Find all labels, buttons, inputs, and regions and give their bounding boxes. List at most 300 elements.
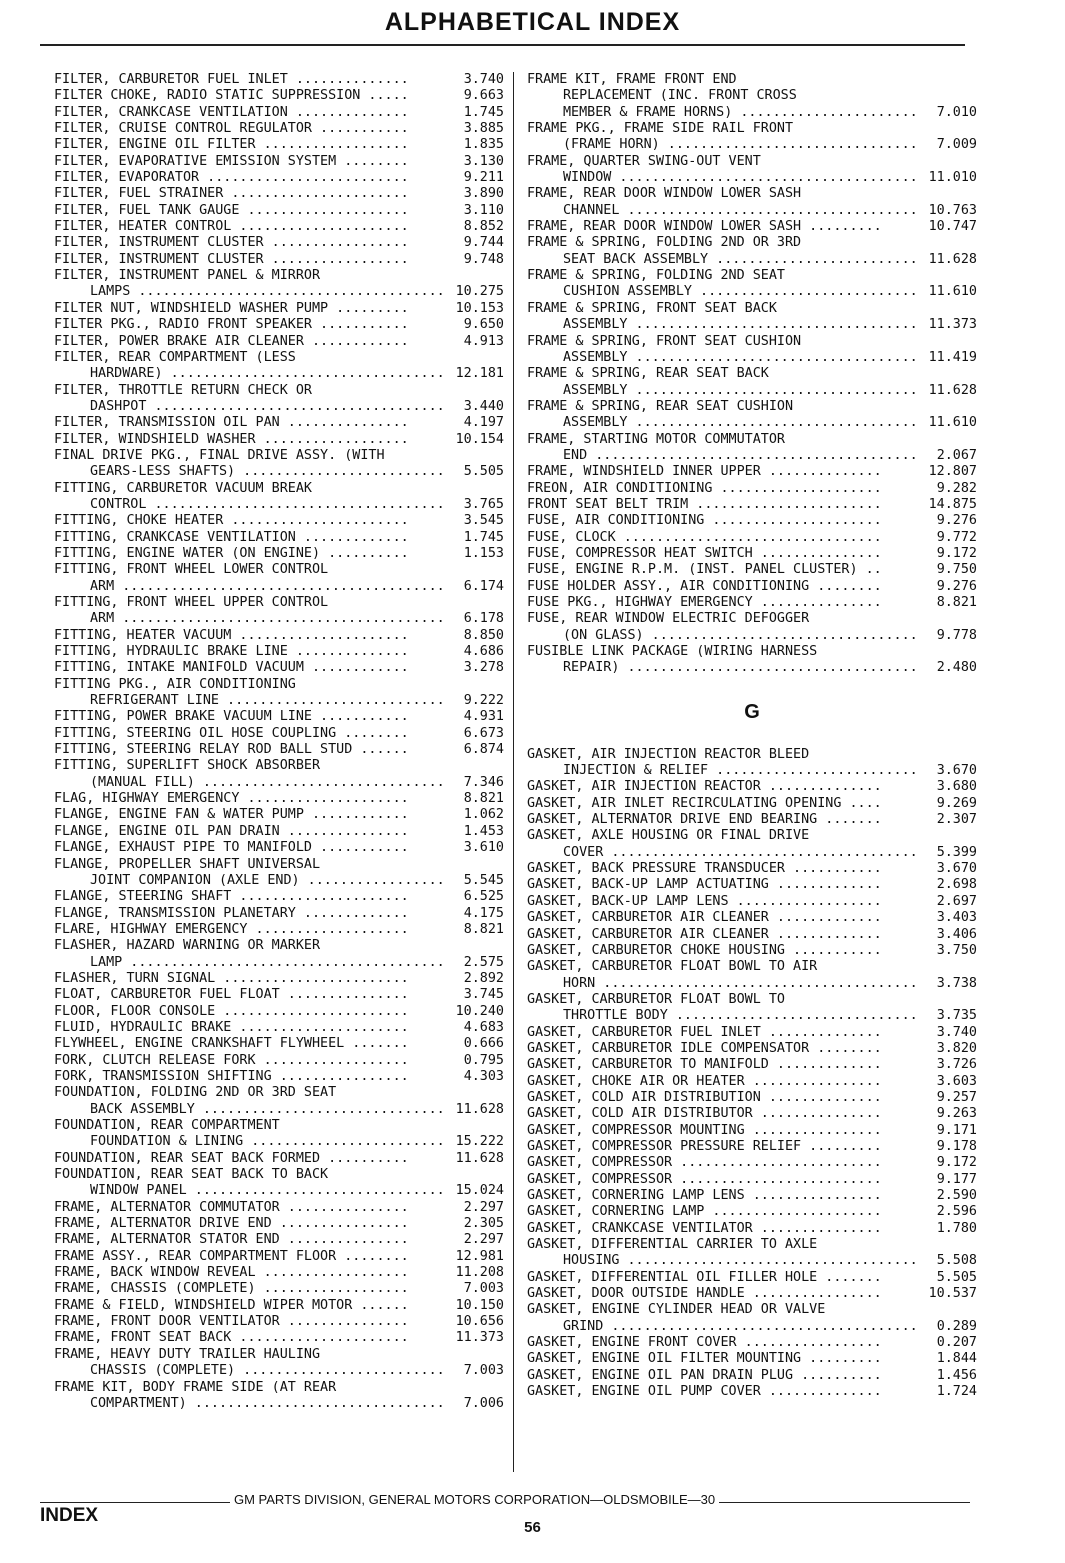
entry-group-number: 9.663 xyxy=(463,88,504,104)
entry-group-number: 9.269 xyxy=(936,795,977,811)
entry-group-number: 1.724 xyxy=(936,1384,977,1400)
entry-group-number: 14.875 xyxy=(928,496,977,512)
entry-title-continued: WINDOW ..... xyxy=(527,170,918,186)
index-entry xyxy=(527,1270,977,1286)
entry-group-number: 1.745 xyxy=(463,529,504,545)
entry-group-number: 8.821 xyxy=(936,595,977,610)
entry-group-number: 9.748 xyxy=(463,251,504,267)
entry-group-number: 3.740 xyxy=(463,72,504,87)
entry-title: FUSE, REAR WINDOW ELECTRIC DEFOGGER xyxy=(527,611,810,627)
entry-title-continued: LAMP ..... xyxy=(54,955,445,971)
entry-title: FRAME & SPRING, FOLDING 2ND SEAT xyxy=(527,268,785,284)
index-entry xyxy=(527,611,977,644)
index-entry xyxy=(54,105,504,121)
entry-title: GASKET, CARBURETOR FUEL INLET ..... xyxy=(527,1025,882,1041)
entry-title: FRAME & SPRING, FOLDING 2ND OR 3RD xyxy=(527,235,802,251)
entry-title: FRAME PKG., FRAME SIDE RAIL FRONT xyxy=(527,121,794,137)
entry-title-continued: JOINT COMPANION (AXLE END) ..... xyxy=(54,873,445,889)
index-entry xyxy=(527,1123,977,1139)
entry-title: FILTER, INSTRUMENT CLUSTER ..... xyxy=(54,235,409,251)
index-entry xyxy=(527,1302,977,1335)
index-entry xyxy=(54,268,504,301)
index-entry xyxy=(54,1085,504,1118)
entry-group-number: 10.763 xyxy=(928,202,977,218)
entry-group-number: 12.807 xyxy=(928,464,977,480)
entry-title: FUSE, COMPRESSOR HEAT SWITCH ..... xyxy=(527,546,882,562)
index-entry xyxy=(527,1351,977,1367)
entry-group-number: 5.505 xyxy=(936,1269,977,1285)
entry-title: FILTER, INSTRUMENT PANEL & MIRROR xyxy=(54,268,321,284)
entry-group-number: 3.130 xyxy=(463,153,504,169)
entry-title: FRAME, HEAVY DUTY TRAILER HAULING xyxy=(54,1346,321,1362)
entry-group-number: 0.795 xyxy=(463,1052,504,1068)
header-rule xyxy=(40,44,965,46)
entry-title: GASKET, CARBURETOR AIR CLEANER ..... xyxy=(527,927,882,943)
index-entry xyxy=(527,186,977,219)
entry-title-continued: COMPARTMENT) ..... xyxy=(54,1396,445,1412)
index-entry xyxy=(527,464,977,480)
entry-title: FITTING, FRONT WHEEL UPPER CONTROL xyxy=(54,595,329,610)
entry-group-number: 6.174 xyxy=(463,578,504,594)
entry-group-number: 10.153 xyxy=(455,300,504,316)
index-entry xyxy=(54,137,504,153)
index-entry xyxy=(54,709,504,725)
entry-title: FILTER, CRUISE CONTROL REGULATOR ..... xyxy=(54,121,409,137)
entry-group-number: 4.931 xyxy=(463,709,504,725)
entry-title: FRAME, ALTERNATOR DRIVE END ..... xyxy=(54,1216,409,1232)
entry-title: FILTER, POWER BRAKE AIR CLEANER ..... xyxy=(54,334,409,350)
index-entry xyxy=(527,1106,977,1122)
entry-group-number: 0.289 xyxy=(936,1318,977,1334)
entry-title: FRAME & SPRING, FRONT SEAT CUSHION xyxy=(527,333,802,349)
index-entry xyxy=(527,812,977,828)
index-entry xyxy=(527,154,977,187)
entry-title-continued: COVER ..... xyxy=(527,845,918,861)
entry-group-number: 2.297 xyxy=(463,1199,504,1215)
entry-title: GASKET, CRANKCASE VENTILATOR ..... xyxy=(527,1221,882,1237)
index-entry xyxy=(527,334,977,367)
index-entry xyxy=(527,595,977,611)
entry-group-number: 9.177 xyxy=(936,1171,977,1187)
entry-title: GASKET, BACK PRESSURE TRANSDUCER ..... xyxy=(527,861,882,877)
entry-title: FLYWHEEL, ENGINE CRANKSHAFT FLYWHEEL ..... xyxy=(54,1036,409,1052)
index-entry xyxy=(527,894,977,910)
index-entry xyxy=(54,432,504,448)
index-entry xyxy=(54,481,504,514)
entry-group-number: 8.821 xyxy=(463,791,504,807)
entry-title: FUSE, AIR CONDITIONING ..... xyxy=(527,513,882,529)
entry-group-number: 11.373 xyxy=(455,1330,504,1346)
entry-group-number: 6.673 xyxy=(463,725,504,741)
entry-group-number: 10.747 xyxy=(928,219,977,235)
entry-title: FITTING, CRANKCASE VENTILATION ..... xyxy=(54,530,409,546)
index-entry xyxy=(527,959,977,992)
index-entry xyxy=(527,497,977,513)
entry-title: FRAME ASSY., REAR COMPARTMENT FLOOR ..... xyxy=(54,1249,409,1265)
entry-group-number: 9.778 xyxy=(936,627,977,643)
entry-group-number: 7.346 xyxy=(463,774,504,790)
entry-title: FLAG, HIGHWAY EMERGENCY ..... xyxy=(54,791,409,807)
entry-title-continued: END ..... xyxy=(527,448,918,464)
entry-title: FRAME & SPRING, FRONT SEAT BACK xyxy=(527,300,777,316)
entry-group-number: 6.525 xyxy=(463,889,504,905)
entry-title: GASKET, COLD AIR DISTRIBUTOR ..... xyxy=(527,1106,882,1122)
entry-group-number: 10.240 xyxy=(455,1003,504,1019)
entry-title-continued: (MANUAL FILL) ..... xyxy=(54,775,445,791)
index-entry xyxy=(54,1347,504,1380)
entry-title: FILTER, TRANSMISSION OIL PAN ..... xyxy=(54,415,409,431)
entry-title: FREON, AIR CONDITIONING ..... xyxy=(527,481,882,497)
entry-title-continued: GEARS-LESS SHAFTS) ..... xyxy=(54,464,445,480)
entry-group-number: 11.628 xyxy=(928,382,977,398)
entry-title: GASKET, BACK-UP LAMP ACTUATING ..... xyxy=(527,877,882,893)
entry-title: FLANGE, STEERING SHAFT ..... xyxy=(54,889,409,905)
entry-group-number: 2.297 xyxy=(463,1232,504,1248)
entry-group-number: 9.744 xyxy=(463,235,504,251)
entry-title-continued: SEAT BACK ASSEMBLY ..... xyxy=(527,252,918,268)
index-entry xyxy=(54,219,504,235)
index-entry xyxy=(527,877,977,893)
index-entry xyxy=(527,1025,977,1041)
index-entry xyxy=(54,1053,504,1069)
entry-title: GASKET, AXLE HOUSING OR FINAL DRIVE xyxy=(527,828,810,844)
entry-group-number: 4.175 xyxy=(463,905,504,921)
index-entry xyxy=(527,1139,977,1155)
index-entry xyxy=(527,432,977,465)
entry-group-number: 11.628 xyxy=(928,251,977,267)
entry-group-number: 11.010 xyxy=(928,170,977,186)
entry-group-number: 1.153 xyxy=(463,545,504,561)
index-entry xyxy=(527,530,977,546)
entry-group-number: 3.610 xyxy=(463,840,504,856)
entry-group-number: 7.009 xyxy=(936,137,977,153)
index-entry xyxy=(54,235,504,251)
entry-title: FILTER PKG., RADIO FRONT SPEAKER ..... xyxy=(54,317,409,333)
index-entry xyxy=(527,796,977,812)
entry-group-number: 9.276 xyxy=(936,513,977,529)
index-entry xyxy=(527,1172,977,1188)
entry-group-number: 9.172 xyxy=(936,1155,977,1171)
entry-title: GASKET, CARBURETOR TO MANIFOLD ..... xyxy=(527,1057,882,1073)
entry-group-number: 2.480 xyxy=(936,660,977,676)
entry-title: GASKET, COMPRESSOR ..... xyxy=(527,1155,882,1171)
entry-title: FRONT SEAT BELT TRIM ..... xyxy=(527,497,882,513)
entry-title: FLOOR, FLOOR CONSOLE ..... xyxy=(54,1004,409,1020)
entry-title-continued: HARDWARE) ..... xyxy=(54,366,445,382)
entry-group-number: 8.850 xyxy=(463,627,504,643)
index-entry xyxy=(527,1057,977,1073)
entry-title-continued: HOUSING ..... xyxy=(527,1253,918,1269)
index-entry xyxy=(54,677,504,710)
page-title: ALPHABETICAL INDEX xyxy=(384,8,681,36)
entry-title: GASKET, CARBURETOR FLOAT BOWL TO AIR xyxy=(527,959,818,975)
entry-title: FILTER, CARBURETOR FUEL INLET ..... xyxy=(54,72,409,88)
entry-title-continued: (FRAME HORN) ..... xyxy=(527,137,918,153)
entry-group-number: 9.276 xyxy=(936,578,977,594)
index-column-right xyxy=(527,72,977,1400)
entry-title: FILTER, ENGINE OIL FILTER ..... xyxy=(54,137,409,153)
entry-title: FILTER NUT, WINDSHIELD WASHER PUMP ..... xyxy=(54,301,409,317)
entry-title: FRAME KIT, FRAME FRONT END xyxy=(527,72,737,87)
index-entry xyxy=(54,1249,504,1265)
index-entry xyxy=(54,1281,504,1297)
entry-title: FLOAT, CARBURETOR FUEL FLOAT ..... xyxy=(54,987,409,1003)
entry-group-number: 3.740 xyxy=(936,1024,977,1040)
index-entry xyxy=(54,758,504,791)
entry-group-number: 4.303 xyxy=(463,1068,504,1084)
entry-title: GASKET, CORNERING LAMP LENS ..... xyxy=(527,1188,882,1204)
index-entry xyxy=(54,726,504,742)
entry-group-number: 11.373 xyxy=(928,317,977,333)
index-entry xyxy=(527,399,977,432)
entry-title-continued: ARM ..... xyxy=(54,611,445,627)
index-entry xyxy=(54,513,504,529)
index-entry xyxy=(54,1200,504,1216)
index-entry xyxy=(527,1074,977,1090)
section-letter-g: G xyxy=(744,700,760,723)
entry-group-number: 5.399 xyxy=(936,844,977,860)
entry-title: FORK, CLUTCH RELEASE FORK ..... xyxy=(54,1053,409,1069)
entry-group-number: 9.178 xyxy=(936,1138,977,1154)
entry-group-number: 3.440 xyxy=(463,398,504,414)
entry-group-number: 3.545 xyxy=(463,513,504,529)
index-entry xyxy=(527,1237,977,1270)
index-entry xyxy=(527,579,977,595)
entry-title: FITTING, STEERING OIL HOSE COUPLING ..... xyxy=(54,726,409,742)
entry-group-number: 11.208 xyxy=(455,1265,504,1281)
entry-group-number: 3.738 xyxy=(936,975,977,991)
index-entry xyxy=(527,828,977,861)
entry-title: FRAME, ALTERNATOR COMMUTATOR ..... xyxy=(54,1200,409,1216)
entry-group-number: 3.745 xyxy=(463,987,504,1003)
entry-group-number: 9.211 xyxy=(463,170,504,186)
entry-title: GASKET, CARBURETOR FLOAT BOWL TO xyxy=(527,991,785,1007)
entry-title-continued: ASSEMBLY ..... xyxy=(527,350,918,366)
entry-group-number: 3.670 xyxy=(936,861,977,877)
entry-group-number: 2.698 xyxy=(936,877,977,893)
index-entry xyxy=(54,1330,504,1346)
index-entry xyxy=(527,481,977,497)
index-entry xyxy=(527,1384,977,1400)
index-entry xyxy=(54,807,504,823)
index-entry xyxy=(527,943,977,959)
index-entry xyxy=(527,219,977,235)
entry-group-number: 12.181 xyxy=(455,366,504,382)
entry-group-number: 11.628 xyxy=(455,1101,504,1117)
entry-title: FITTING, HYDRAULIC BRAKE LINE ..... xyxy=(54,644,409,660)
index-entry xyxy=(54,1036,504,1052)
entry-title: FITTING, FRONT WHEEL LOWER CONTROL xyxy=(54,562,329,578)
column-divider xyxy=(513,72,514,1472)
entry-title-continued: REFRIGERANT LINE ..... xyxy=(54,693,445,709)
entry-group-number: 3.110 xyxy=(463,202,504,218)
entry-group-number: 10.656 xyxy=(455,1314,504,1330)
entry-group-number: 9.772 xyxy=(936,529,977,545)
entry-title: FLARE, HIGHWAY EMERGENCY ..... xyxy=(54,922,409,938)
index-entry xyxy=(54,1232,504,1248)
entry-group-number: 2.892 xyxy=(463,970,504,986)
entry-title: FRAME & SPRING, REAR SEAT CUSHION xyxy=(527,398,794,414)
index-entry xyxy=(54,121,504,137)
index-entry xyxy=(527,1090,977,1106)
entry-title: FRAME, WINDSHIELD INNER UPPER ..... xyxy=(527,464,882,480)
entry-group-number: 9.172 xyxy=(936,545,977,561)
entry-title: FRAME & SPRING, REAR SEAT BACK xyxy=(527,366,769,382)
entry-title: FILTER, CRANKCASE VENTILATION ..... xyxy=(54,105,409,121)
entry-title: FILTER, EVAPORATIVE EMISSION SYSTEM ..... xyxy=(54,154,409,170)
entry-title-continued: DASHPOT ..... xyxy=(54,399,445,415)
entry-group-number: 6.874 xyxy=(463,742,504,758)
index-entry xyxy=(54,660,504,676)
index-entry xyxy=(54,1380,504,1413)
entry-group-number: 5.508 xyxy=(936,1253,977,1269)
entry-title: GASKET, ENGINE FRONT COVER ..... xyxy=(527,1335,882,1351)
footer-section-label: INDEX xyxy=(40,1505,99,1526)
entry-title: FILTER CHOKE, RADIO STATIC SUPPRESSION ..... xyxy=(54,88,409,104)
index-entry xyxy=(54,840,504,856)
entry-group-number: 11.610 xyxy=(928,284,977,300)
entry-group-number: 1.062 xyxy=(463,807,504,823)
entry-title: FRAME, STARTING MOTOR COMMUTATOR xyxy=(527,431,785,447)
entry-title-continued: REPAIR) ..... xyxy=(527,660,918,676)
entry-group-number: 9.171 xyxy=(936,1122,977,1138)
index-entry xyxy=(54,383,504,416)
entry-title: FILTER, REAR COMPARTMENT (LESS xyxy=(54,349,296,365)
entry-title: GASKET, CHOKE AIR OR HEATER ..... xyxy=(527,1074,882,1090)
entry-title: GASKET, CARBURETOR IDLE COMPENSATOR ..... xyxy=(527,1041,882,1057)
entry-title: GASKET, DIFFERENTIAL OIL FILLER HOLE ..... xyxy=(527,1270,882,1286)
entry-title: FLANGE, ENGINE OIL PAN DRAIN ..... xyxy=(54,824,409,840)
entry-title-continued: LAMPS ..... xyxy=(54,284,445,300)
index-entry xyxy=(54,186,504,202)
index-entry xyxy=(54,987,504,1003)
entry-title: FOUNDATION, REAR SEAT BACK FORMED ..... xyxy=(54,1151,409,1167)
entry-title-continued: ARM ..... xyxy=(54,579,445,595)
index-entry xyxy=(54,317,504,333)
index-entry xyxy=(54,350,504,383)
entry-group-number: 3.403 xyxy=(936,910,977,926)
entry-group-number: 7.006 xyxy=(463,1395,504,1411)
entry-title: FLANGE, TRANSMISSION PLANETARY ..... xyxy=(54,906,409,922)
entry-title: GASKET, AIR INJECTION REACTOR ..... xyxy=(527,779,882,795)
index-entry xyxy=(527,747,977,780)
index-entry xyxy=(527,1188,977,1204)
entry-title: FRAME, CHASSIS (COMPLETE) ..... xyxy=(54,1281,409,1297)
entry-group-number: 2.305 xyxy=(463,1216,504,1232)
entry-title: GASKET, COMPRESSOR PRESSURE RELIEF ..... xyxy=(527,1139,882,1155)
entry-group-number: 0.666 xyxy=(463,1036,504,1052)
entry-title: GASKET, CARBURETOR CHOKE HOUSING ..... xyxy=(527,943,882,959)
index-entry xyxy=(54,415,504,431)
index-section-f xyxy=(527,72,977,677)
footer-publisher: GM PARTS DIVISION, GENERAL MOTORS CORPORATION—OLDSMOBILE—30 xyxy=(230,1492,719,1507)
entry-title: FLASHER, HAZARD WARNING OR MARKER xyxy=(54,938,321,954)
index-entry xyxy=(527,992,977,1025)
entry-group-number: 4.197 xyxy=(463,415,504,431)
entry-group-number: 3.670 xyxy=(936,763,977,779)
index-entry xyxy=(54,546,504,562)
entry-title-continued: THROTTLE BODY ..... xyxy=(527,1008,918,1024)
entry-group-number: 11.419 xyxy=(928,349,977,365)
entry-group-number: 6.178 xyxy=(463,611,504,627)
index-entry xyxy=(54,203,504,219)
index-entry xyxy=(54,1151,504,1167)
index-entry xyxy=(54,1118,504,1151)
index-entry xyxy=(527,779,977,795)
index-column-left xyxy=(54,72,504,1412)
entry-title: GASKET, COLD AIR DISTRIBUTION ..... xyxy=(527,1090,882,1106)
entry-group-number: 1.780 xyxy=(936,1220,977,1236)
entry-title-continued: (ON GLASS) ..... xyxy=(527,628,918,644)
entry-title: GASKET, ALTERNATOR DRIVE END BEARING ..... xyxy=(527,812,882,828)
entry-group-number: 4.913 xyxy=(463,333,504,349)
entry-group-number: 8.852 xyxy=(463,219,504,235)
entry-title: FUSE PKG., HIGHWAY EMERGENCY ..... xyxy=(527,595,882,611)
entry-title: GASKET, COMPRESSOR MOUNTING ..... xyxy=(527,1123,882,1139)
entry-group-number: 7.003 xyxy=(463,1363,504,1379)
entry-group-number: 9.750 xyxy=(936,562,977,578)
entry-title: FRAME, REAR DOOR WINDOW LOWER SASH xyxy=(527,186,802,202)
entry-title: FLANGE, EXHAUST PIPE TO MANIFOLD ..... xyxy=(54,840,409,856)
index-entry xyxy=(527,644,977,677)
index-entry xyxy=(527,546,977,562)
entry-group-number: 7.010 xyxy=(936,104,977,120)
entry-title: FILTER, WINDSHIELD WASHER ..... xyxy=(54,432,409,448)
entry-group-number: 11.628 xyxy=(455,1150,504,1166)
index-entry xyxy=(54,88,504,104)
index-entry xyxy=(527,861,977,877)
entry-title-continued: CONTROL ..... xyxy=(54,497,445,513)
entry-title: GASKET, CARBURETOR AIR CLEANER ..... xyxy=(527,910,882,926)
entry-title: GASKET, AIR INLET RECIRCULATING OPENING ..... xyxy=(527,796,882,812)
entry-group-number: 10.154 xyxy=(455,431,504,447)
entry-title: GASKET, ENGINE OIL PUMP COVER ..... xyxy=(527,1384,882,1400)
entry-title: FLASHER, TURN SIGNAL ..... xyxy=(54,971,409,987)
index-section-g xyxy=(527,747,977,1401)
entry-title: FRAME, FRONT DOOR VENTILATOR ..... xyxy=(54,1314,409,1330)
entry-title: FILTER, EVAPORATOR ..... xyxy=(54,170,409,186)
entry-title: FUSIBLE LINK PACKAGE (WIRING HARNESS xyxy=(527,644,818,660)
index-entry xyxy=(527,121,977,154)
entry-group-number: 1.835 xyxy=(463,137,504,153)
page-number: 56 xyxy=(524,1519,541,1536)
index-entry xyxy=(54,1004,504,1020)
index-entry xyxy=(54,1314,504,1330)
entry-title: FRAME, FRONT SEAT BACK ..... xyxy=(54,1330,409,1346)
entry-group-number: 3.735 xyxy=(936,1008,977,1024)
entry-title-continued: ASSEMBLY ..... xyxy=(527,415,918,431)
entry-title: FRAME, REAR DOOR WINDOW LOWER SASH ..... xyxy=(527,219,882,235)
entry-title: GASKET, BACK-UP LAMP LENS ..... xyxy=(527,894,882,910)
index-entry xyxy=(527,301,977,334)
entry-title-continued: WINDOW PANEL ..... xyxy=(54,1183,445,1199)
entry-title: FILTER, THROTTLE RETURN CHECK OR xyxy=(54,382,312,398)
entry-group-number: 9.650 xyxy=(463,317,504,333)
entry-title: GASKET, CORNERING LAMP ..... xyxy=(527,1204,882,1220)
entry-title-continued: CHASSIS (COMPLETE) ..... xyxy=(54,1363,445,1379)
entry-group-number: 2.067 xyxy=(936,447,977,463)
index-entry xyxy=(54,562,504,595)
index-entry xyxy=(527,1155,977,1171)
index-entry xyxy=(527,1221,977,1237)
index-entry xyxy=(54,628,504,644)
entry-group-number: 3.750 xyxy=(936,942,977,958)
entry-title: FITTING PKG., AIR CONDITIONING xyxy=(54,676,296,692)
index-entry xyxy=(54,857,504,890)
index-entry xyxy=(54,824,504,840)
index-entry xyxy=(54,448,504,481)
entry-group-number: 11.610 xyxy=(928,415,977,431)
